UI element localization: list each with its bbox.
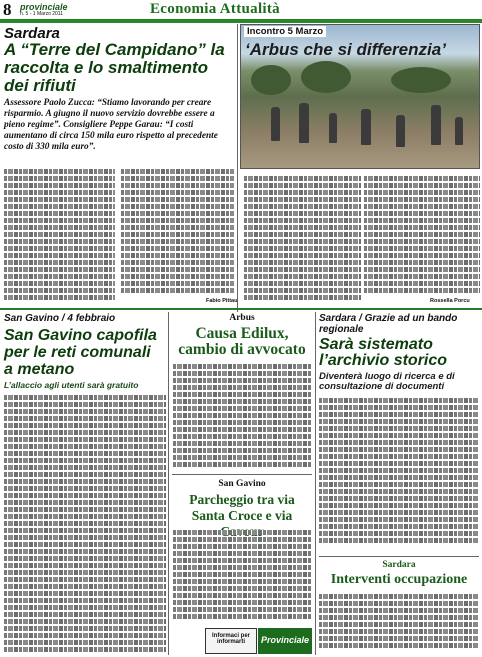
article-kicker: Sardara / Grazie ad un bando regionale [319,313,458,335]
article-headline: ‘Arbus che si differenzia’ [245,40,446,59]
header-rule [0,20,482,23]
article-headline: San Gavino capofila per le reti comunali a metano [4,327,157,378]
issue-info: n. 5 - 1 Marzo 2011 [20,11,63,17]
newspaper-logo: provinciale [20,2,68,12]
article-body [173,362,311,470]
article-body [319,592,479,655]
article-headline: Parcheggio tra via Santa Croce e via [189,492,295,523]
section-title: Economia Attualità [150,1,280,17]
article-body-column [4,167,115,300]
horizontal-rule [319,556,479,557]
photo-box-title: Incontro 5 Marzo [244,26,326,37]
article-headline: Interventi occupazione [330,572,468,587]
horizontal-rule [0,308,482,310]
article-body [4,393,166,655]
article-place: Sardara [382,560,416,570]
article-headline: Causa Edilux, cambio di avvocato [178,325,306,358]
column-divider [237,24,238,312]
article-headline: A “Terre del Campidano” la raccolta e lo smaltimento dei rifiuti [4,40,225,95]
article-kicker: Sardara [4,25,60,42]
article-subhead: Diventerà luogo di ricerca e di consultazione di documenti [319,371,455,392]
article-place: Arbus [229,313,255,323]
page-number: 8 [3,0,12,19]
article-subhead: L’allaccio agli utenti sarà gratuito [4,380,139,390]
article-headline: Sarà sistemato l’archivio storico [319,336,448,369]
article-body-column [121,167,234,300]
ad-box: Informaci per informarti [205,628,257,654]
column-divider [315,312,316,655]
article-body [173,528,311,624]
column-divider [168,312,169,655]
article-credit: Fabio Pittau [206,298,238,304]
article-lead: Assessore Paolo Zucca: “Stiamo lavorando per creare risparmio. A giugno il nuovo servizio dovrebbe essere a pieno regime”. Consigliere Peppe Garau: “I costi aumentano di circa 150 mila euro rispetto al precedente costo di 330 mila euro”. [4,98,218,152]
article-body-column [364,174,480,294]
article-body [319,396,479,544]
article-kicker: San Gavino / 4 febbraio [4,313,116,324]
ad-logo: Provinciale [258,628,312,654]
horizontal-rule [172,474,312,475]
article-credit: Rossella Porcu [430,298,470,304]
article-place: San Gavino [218,479,266,489]
article-body-column [244,174,361,302]
